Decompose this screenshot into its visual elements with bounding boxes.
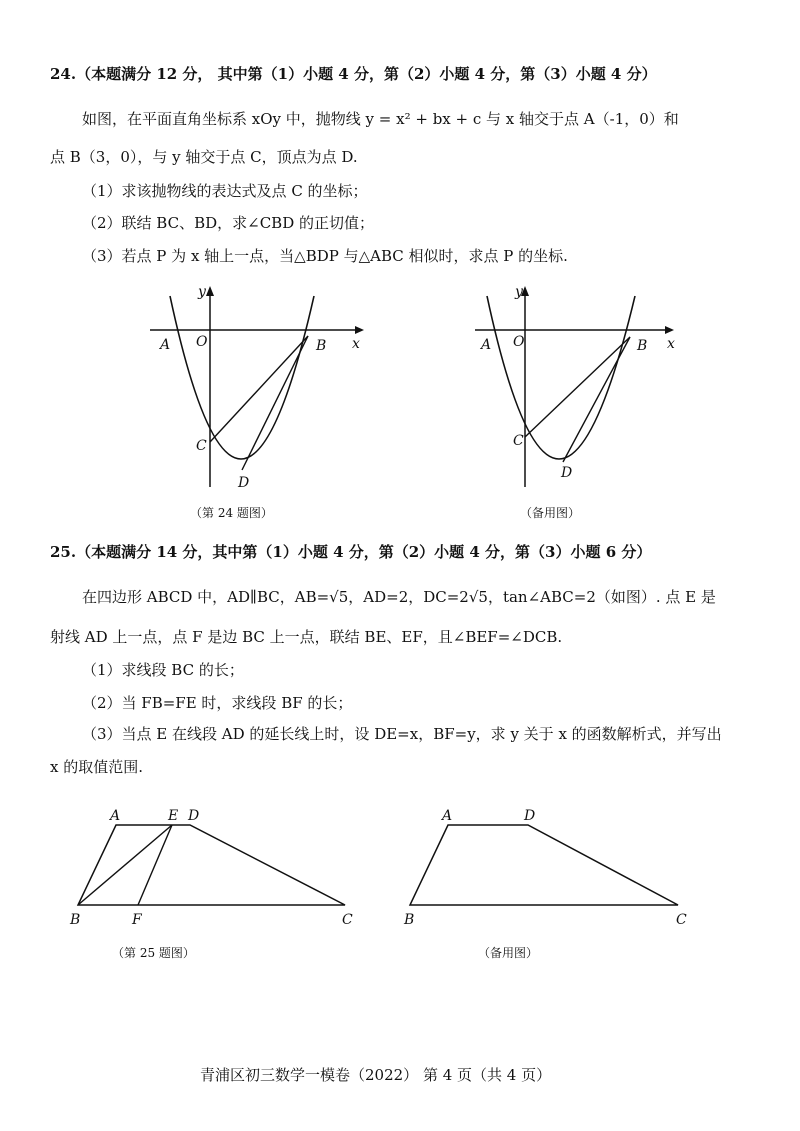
label-a: A: [481, 337, 492, 353]
label-x: x: [352, 336, 360, 352]
q24-caption-main: （第 24 题图）: [190, 506, 273, 520]
label-x: x: [667, 336, 675, 352]
label-d: D: [561, 465, 573, 481]
q24-spare-svg: [465, 282, 695, 492]
q25-stem-line2: 射线 AD 上一点，点 F 是边 BC 上一点，联结 BE、EF，且∠BEF=∠DCB.: [50, 628, 563, 646]
q24-header: 24.（本题满分 12 分， 其中第（1）小题 4 分，第（2）小题 4 分，第（3）小题 4 分）: [50, 65, 657, 83]
label-b: B: [637, 338, 648, 354]
q25-figure-svg: [60, 800, 370, 935]
segment-bd: [242, 336, 308, 470]
q24-caption-spare: （备用图）: [520, 506, 581, 520]
q25-stem-line1: 在四边形 ABCD 中，AD∥BC，AB=√5，AD=2，DC=2√5，tan∠ABC=2（如图）. 点 E 是: [82, 588, 716, 606]
q24-part3: （3）若点 P 为 x 轴上一点，当△BDP 与△ABC 相似时，求点 P 的坐标.: [82, 247, 568, 265]
q25-caption-spare: （备用图）: [478, 946, 539, 960]
q24-figure: [140, 282, 370, 496]
segment-bd: [563, 337, 630, 462]
page-footer: 青浦区初三数学一模卷（2022） 第 4 页（共 4 页）: [200, 1066, 552, 1084]
label-b: B: [70, 912, 81, 928]
q25-spare-figure: [400, 800, 700, 939]
label-c: C: [513, 433, 524, 449]
q24-spare-figure: [465, 282, 695, 496]
label-c: C: [196, 438, 207, 454]
label-f: F: [132, 912, 142, 928]
q24-part1: （1）求该抛物线的表达式及点 C 的坐标；: [82, 182, 368, 200]
q24-stem-line2: 点 B（3，0），与 y 轴交于点 C，顶点为点 D.: [50, 148, 358, 166]
q24-stem-line1: 如图，在平面直角坐标系 xOy 中，抛物线 y = x² + bx + c 与 x 轴交于点 A（-1，0）和: [82, 110, 679, 128]
label-o: O: [196, 334, 208, 350]
label-a: A: [110, 808, 121, 824]
q25-figure: [60, 800, 370, 939]
label-d: D: [188, 808, 200, 824]
label-b: B: [316, 338, 327, 354]
x-axis-arrow: [665, 326, 674, 334]
label-y: y: [515, 284, 523, 300]
q25-part3-line2: x 的取值范围.: [50, 758, 143, 776]
q25-spare-svg: [400, 800, 700, 935]
q25-part1: （1）求线段 BC 的长；: [82, 661, 244, 679]
label-o: O: [513, 334, 525, 350]
y-axis-arrow: [206, 286, 214, 296]
segment-ef: [138, 825, 172, 905]
parabola: [170, 296, 314, 459]
x-axis-arrow: [355, 326, 364, 334]
label-c: C: [676, 912, 687, 928]
segment-bc: [525, 337, 630, 437]
label-a: A: [160, 337, 171, 353]
label-c: C: [342, 912, 353, 928]
segment-bc: [210, 336, 308, 442]
label-y: y: [198, 284, 206, 300]
label-b: B: [404, 912, 415, 928]
quadrilateral-abcd: [78, 825, 345, 905]
label-d: D: [524, 808, 536, 824]
q25-part2: （2）当 FB=FE 时，求线段 BF 的长；: [82, 694, 353, 712]
parabola: [487, 296, 635, 459]
label-e: E: [168, 808, 179, 824]
q24-figure-svg: [140, 282, 370, 492]
segment-be: [78, 825, 172, 905]
q25-header: 25.（本题满分 14 分，其中第（1）小题 4 分，第（2）小题 4 分，第（3）小题 6 分）: [50, 543, 652, 561]
q25-caption-main: （第 25 题图）: [112, 946, 195, 960]
q25-part3-line1: （3）当点 E 在线段 AD 的延长线上时，设 DE=x，BF=y，求 y 关于 x 的函数解析式，并写出: [82, 725, 722, 743]
quadrilateral-abcd: [410, 825, 678, 905]
q24-part2: （2）联结 BC、BD，求∠CBD 的正切值；: [82, 214, 375, 232]
label-a: A: [442, 808, 453, 824]
label-d: D: [238, 475, 250, 491]
